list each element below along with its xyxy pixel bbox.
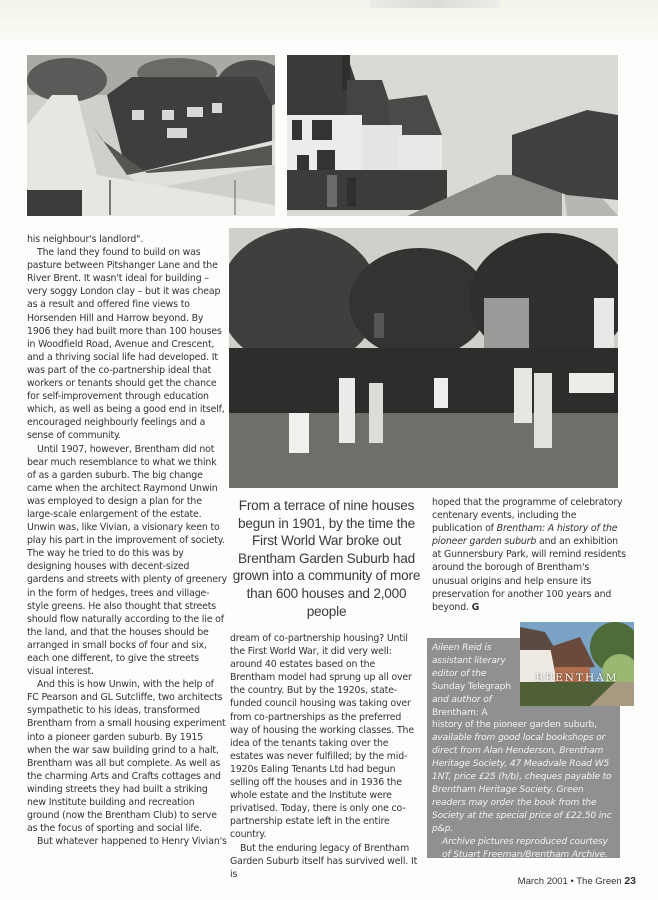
paragraph: But whatever happened to Henry Vivian's xyxy=(37,836,227,848)
photo-corner-houses xyxy=(27,55,275,216)
author-bio-line: Sunday Telegraph xyxy=(432,681,511,692)
photo-street-scene xyxy=(287,55,618,216)
photo-credit: Archive pictures reproduced courtesy of Stuart Freeman/Brentham Archive. xyxy=(442,836,608,860)
page-footer xyxy=(470,875,636,887)
issue-label: March 2001 • The Green xyxy=(517,876,625,887)
end-mark: G xyxy=(471,601,480,613)
paragraph: his neighbour's landlord". xyxy=(27,234,144,245)
paragraph-text: hoped that the programme of celebratory centenary events, including the publication of xyxy=(432,497,623,535)
paragraph: And this is how Unwin, with the help of FC Pearson and GL Sutcliffe, two architects sympathetic to his ideas, transformed Brentham from a small housing experiment into a pioneer garden suburb. By 1915 when the war saw building grind to a halt, Brentham was all but complete. As well as the charming Arts and Crafts cottages and winding streets they had built a striking new Institute building and recreation ground (now the Brentham Club) to serve as the focus of sporting and social life. xyxy=(27,679,226,835)
author-bio-line: and author of xyxy=(432,694,492,705)
article-column-middle xyxy=(230,632,421,881)
paragraph: dream of co-partnership housing? Until the First World War, it did very well: around 40 estates based on the Brentham model had sprung up all over the country. But by the 1920s, state-funded council housing was taking over from co-partnerships as the preferred way of housing the working classes. The idea of the tenants taking over the estates was never fulfilled; by the mid-1920s Ealing Tenants Ltd had begun selling off the houses and in 1936 the whole estate and the Institute were privatised. Today, there is only one co-partnership estate left in the entire country. xyxy=(230,633,414,841)
book-cover-image xyxy=(520,622,634,706)
pull-quote: From a terrace of nine houses begun in 1901, by the time the First World War broke out Brentham Garden Suburb had grown into a community of more than 600 houses and 2,000 people xyxy=(232,498,421,619)
article-column-right xyxy=(432,496,627,614)
paragraph-text: and an exhibition at Gunnersbury Park, will remind residents around the borough of Brentham's unusual origins and help ensure its preservation for another 100 years and beyond. xyxy=(432,536,626,613)
paragraph xyxy=(432,496,627,614)
author-bio-line: history of the pioneer garden suburb, xyxy=(432,720,597,731)
author-bio-line: Brentham: A xyxy=(432,707,488,718)
top-bleed xyxy=(0,0,658,40)
book-title-reference: Brentham: A history of the pioneer garden suburb xyxy=(432,523,618,548)
author-bio-line: Aileen Reid is xyxy=(432,643,492,653)
paragraph: But the enduring legacy of Brentham Garden Suburb itself has survived well. It is xyxy=(230,842,418,880)
page-number: 23 xyxy=(624,875,636,887)
author-bio-line: assistant literary xyxy=(432,655,506,666)
top-bleed-smudge xyxy=(370,0,500,8)
book-cover-title: BRENTHAM xyxy=(535,672,619,684)
photo-crowd-gathering xyxy=(229,228,618,488)
paragraph: The land they found to build on was pasture between Pitshanger Lane and the River Brent. It wasn't ideal for building – very soggy London clay – but it was cheap as a result and offered fine views to Horsenden Hill and Harrow beyond. By 1906 they had built more than 100 houses in Woodfield Road, Avenue and Crescent, and a thriving social life had developed. It was part of the co-partnership ideal that workers or tenants should get the chance for self-improvement through education which, as well as being a good end in itself, encouraged neighbourly feelings and a sense of community. xyxy=(27,247,225,442)
paragraph: Until 1907, however, Brentham did not bear much resemblance to what we think of as a garden suburb. The big change came when the architect Raymond Unwin was employed to design a plan for the large-scale enlargement of the estate. Unwin was, like Vivian, a visionary keen to play his part in the improvement of society. The way he tried to do this was by designing houses with decent-sized gardens and streets with plenty of greenery in the form of hedges, trees and village-style greens. He also thought that streets should flow naturally according to the lie of the land, and that the houses should be arranged in small bocks of four and six, each one different, to give the streets visual interest. xyxy=(27,443,227,678)
article-column-left xyxy=(27,233,227,848)
author-bio-availability: available from good local bookshops or direct from Alan Henderson, Brentham Heritage Society, 47 Meadvale Road W5 1NT, price £25 (h/b), cheques payable to Brentham Heritage Society. Green readers may order the book from the Society at the special price of £22.50 inc p&p. xyxy=(432,733,612,834)
author-bio-line: editor of the xyxy=(432,668,487,679)
